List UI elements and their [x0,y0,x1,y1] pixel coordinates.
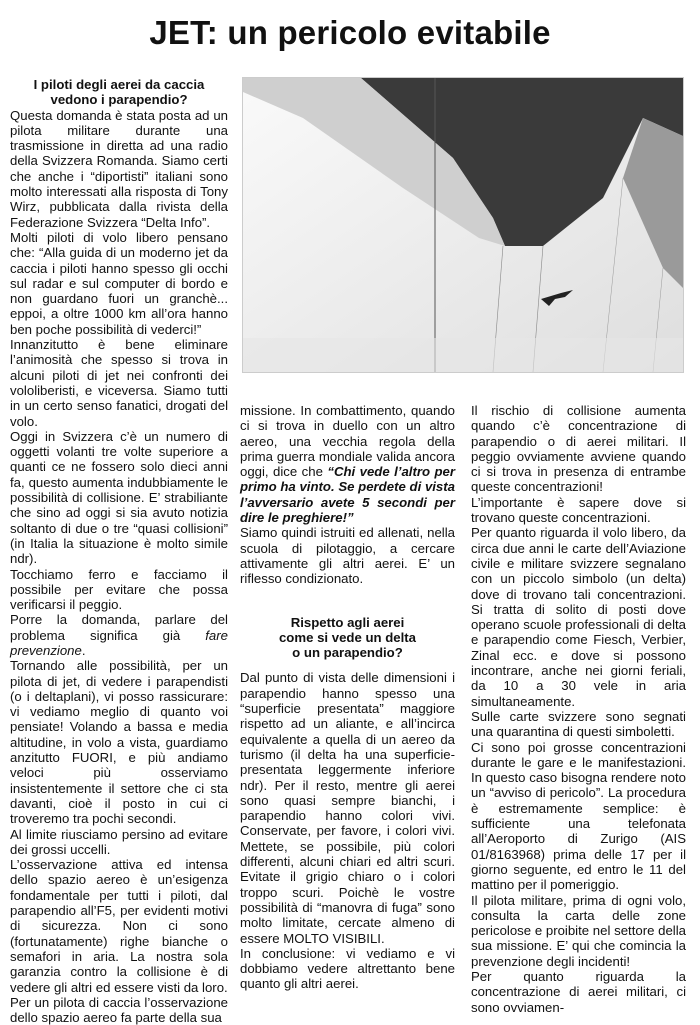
paragraph: Questa domanda è stata posta ad un pilota militare durante una trasmissione in diretta ad una radio della Svizzera Romanda. Siamo certi che anche i “diportisti” italiani sono molto interessati alla risposta di Tony Wirz, pubblicata dalla rivista della Federazione Svizzera “Delta Info”. [10,107,228,230]
paragraph: In conclusione: vi vediamo e vi dobbiamo vedere altrettanto bene quanto gli altri aerei. [240,945,455,992]
section-heading-2-line1: Rispetto agli aerei [290,614,405,630]
paragraph: Al limite riusciamo persino ad evitare dei grossi uccelli. [10,826,228,857]
paragraph: Per un pilota di caccia l’osservazione dello spazio aereo fa parte della sua [10,994,228,1025]
section-heading-1-line1: I piloti degli aerei da caccia [33,77,205,92]
paragraph: Per quanto riguarda la concentrazione di aerei militari, ci sono ovviamen- [471,968,686,1015]
section-heading-1 [10,77,228,108]
text-run: missione. In combattimento, quando ci si trova in duello con un altro aereo, una vecchia regola della prima guerra mondiale valida ancora oggi, dice che [240,403,455,480]
text-run: . [81,642,86,658]
paragraph: Il rischio di collisione aumenta quando c’è concentrazione di parapendio o di aerei militari. Il peggio ovviamente avviene quando ci si trova in presenza di entrambe queste concentrazioni! [471,403,686,495]
paragraph: L’importante è sapere dove si trovano queste concentrazioni. [471,494,686,526]
section-heading-2-line3: o un parapendio? [292,645,403,661]
paragraph [240,403,455,525]
paragraph: L’osservazione attiva ed intensa dello spazio aereo è un’esigenza fondamentale per tutti i piloti, dal parapendio all’F5, per evidenti motivi di sicurezza. Non ci sono (fortunatamente) righe bianche o semafori in aria. La nostra sola garanzia contro la collisione è di vedere gli altri ed essere visti da loro. [10,857,228,995]
paragraph: Sulle carte svizzere sono segnati una quarantina di questi simboletti. [471,708,686,740]
paragraph: Per quanto riguarda il volo libero, da circa due anni le carte dell’Aviazione civile e militare svizzere segnalano con un piccolo simbolo (un delta) dove di trovano tali concentrazioni. Si tratta di solito di posti dove operano scuole professionali di delta e parapendio come Fiesch, Verbier, Zinal ecc. e dove si possono incontrare, anche nei giorni feriali, da 10 a 30 vele in aria simultaneamente. [471,525,686,709]
paragraph: Tocchiamo ferro e facciamo il possibile per evitare che possa verificarsi il peggio. [10,566,228,613]
paragraph: Oggi in Svizzera c’è un numero di oggetti volanti tre volte superiore a quanti ce ne fossero solo dieci anni fa, questo aumenta indubbiamente le possibilità di collisione. E’ strabiliante che sino ad oggi si sia avuto notizia soltanto di due o tre “quasi collisioni” (in Italia la situazione è molto simile ndr). [10,428,228,567]
column-2 [240,403,455,992]
article-title: JET: un pericolo evitabile [149,14,551,51]
section-heading-1-line2: vedono i parapendio? [50,92,188,108]
column-3 [471,403,686,1015]
column-1 [10,77,228,1025]
photo-illustration [243,78,683,372]
paragraph: Dal punto di vista delle dimensioni i parapendio hanno spesso una “superficie presentata” maggiore rispetto ad un aliante, e all’incirca equivalente a quella di un aereo da turismo (il delta ha una superficie-presentata leggermente inferiore ndr). Per il resto, mentre gli aerei sono quasi sempre bianchi, i parapendio hanno colori vivi. Conservate, per favore, i colori vivi. Mettete, se possibile, più colori differenti, alcuni chiari ed altri scuri. Evitate il grigio chiaro o i colori troppo scuri. Poichè le vostre possibilità di “manovra di fuga” sono molto limitate, cercate almeno di essere MOLTO VISIBILI. [240,670,455,946]
paragraph [10,612,228,658]
paragraph: Innanzitutto è bene eliminare l’animosità che spesso si trova in alcuni piloti di jet nei confronti dei vololiberisti, e viceversa. Siamo tutti in un certo senso fanatici, drogati del volo. [10,337,228,429]
paragraph: Ci sono poi grosse concentrazioni durante le gare e le manifestazioni. In questo caso bisogna rendere noto un “avviso di pericolo”. La procedura è estremamente semplice: è sufficiente una telefonata all’Aeroporto di Zurigo (AIS 01/8163968) prima delle 17 per il giorno seguente, ed entro le 11 del mattino per il pomeriggio. [471,739,686,893]
paragraph: Molti piloti di volo libero pensano che: “Alla guida di un moderno jet da caccia i piloti hanno spesso gli occhi sul radar e sul computer di bordo e non guardano fuori un granchè... eppoi, a oltre 1000 km all’ora hanno ben poche possibilità di vederci!” [10,229,228,337]
text-run: Porre la domanda, parlare del problema significa già [10,612,228,643]
photo-paraglider-and-jet [242,77,684,373]
paragraph: Siamo quindi istruiti ed allenati, nella scuola di pilotaggio, a cercare attivamente gli altri aerei. E’ un riflesso condizionato. [240,525,455,587]
paragraph: Tornando alle possibilità, per un pilota di jet, di vedere i parapendisti (o i deltaplani), vi posso rassicurare: vi vediamo meglio di quanto voi pensiate! Volando a bassa e media altitudine, in volo a vista, guardiamo anzitutto FUORI, e più andiamo veloci più osserviamo insistentemente il settore che ci sta davanti, cioè il posto in cui ci troveremo tra pochi secondi. [10,658,228,827]
emphasis-text: fare prevenzione [10,627,228,658]
section-heading-2 [240,615,455,661]
section-heading-2-line2: come si vede un delta [278,629,417,645]
paragraph: Il pilota militare, prima di ogni volo, consulta la carta delle zone pericolose e proibite nel settore della sua missione. E’ qui che comincia la prevenzione degli incidenti! [471,892,686,969]
quote-text: “Chi vede l’altro per primo ha vinto. Se perdete di vista l’avversario avete 5 secondi per dire le preghiere!” [240,464,455,526]
